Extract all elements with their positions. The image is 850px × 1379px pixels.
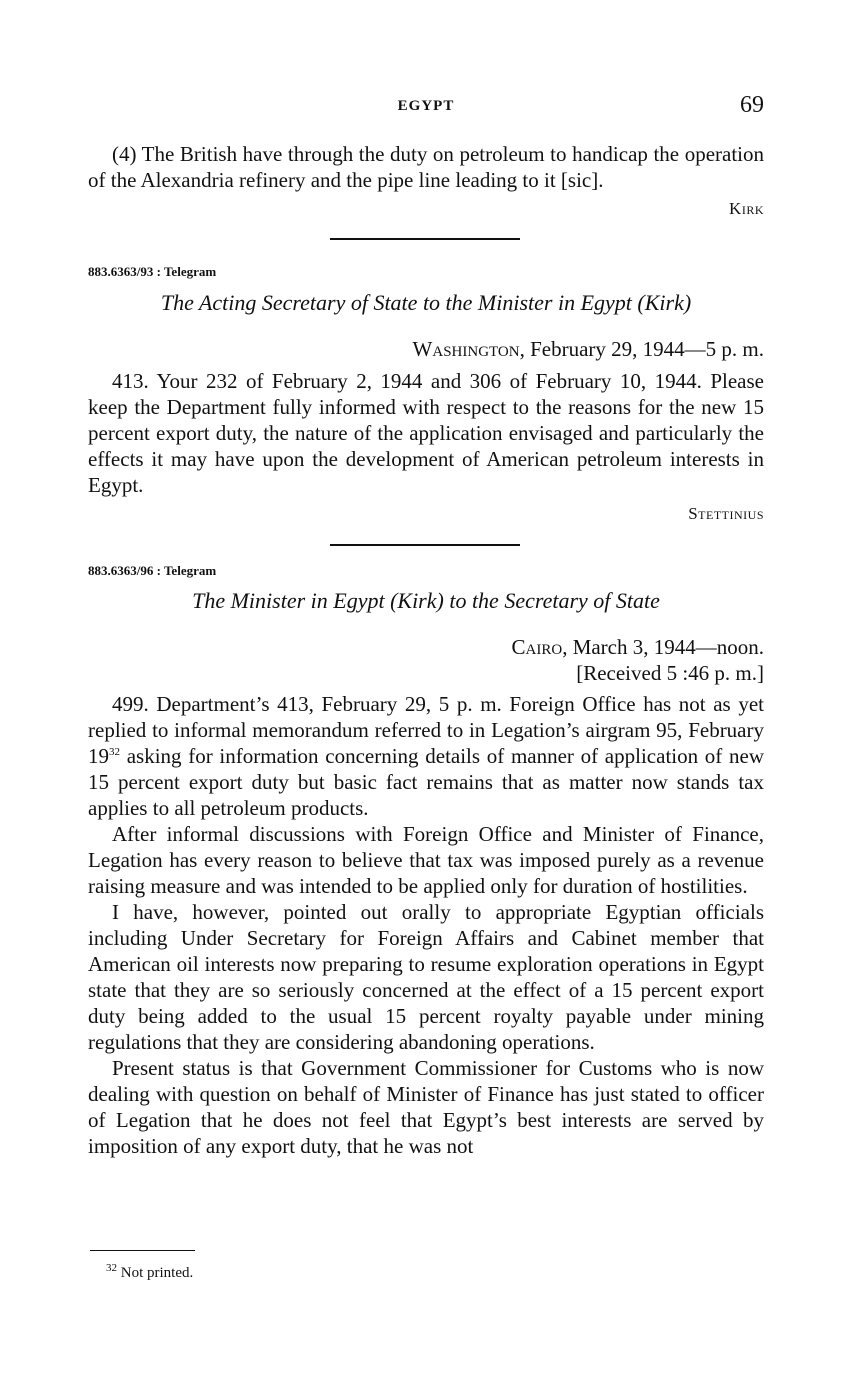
doc1-paragraph: (4) The British have through the duty on petroleum to handicap the operation of the Alexandria refinery and the pipe line leading to it [sic].: [88, 142, 764, 192]
doc3-paragraph-4: Present status is that Government Commissioner for Customs who is now dealing with question on behalf of Minister of Finance has just stated to officer of Legation that he does not feel that Egypt’s best interests are served by imposition of any export duty, that he was not: [88, 1056, 764, 1158]
page-number: 69: [740, 92, 764, 118]
footnote-number: 32: [106, 1262, 117, 1274]
doc3-heading: The Minister in Egypt (Kirk) to the Secretary of State: [192, 588, 660, 613]
doc1-signature: Kirk: [729, 199, 764, 218]
doc2-body: [88, 368, 764, 527]
doc3-p1-text: 499. Department’s 413, February 29, 5 p. m. Foreign Office has not as yet replied to informal memorandum referred to in Legation’s airgram 95, February 19: [88, 692, 764, 768]
doc3-paragraph-3: I have, however, pointed out orally to appropriate Egyptian officials including Under Secretary for Foreign Affairs and Cabinet member that American oil interests now preparing to resume exploration operations in Egypt state that they are so seriously concerned at the effect of a 15 percent export duty being added to the usual 15 percent royalty payable under mining regulations that they are considering abandoning operations.: [88, 900, 764, 1054]
section-divider: [330, 238, 520, 240]
doc3-place: Cairo: [511, 635, 563, 659]
doc3-body: [88, 691, 764, 1159]
footnote-rule: [90, 1250, 195, 1251]
doc2-signature: Stettinius: [688, 504, 764, 523]
section-divider: [330, 544, 520, 546]
footnote-text: Not printed.: [120, 1265, 194, 1281]
doc3-paragraph-2: After informal discussions with Foreign Office and Minister of Finance, Legation has every reason to believe that tax was imposed purely as a revenue raising measure and was intended to be applied only for duration of hostilities.: [88, 822, 764, 898]
running-head: [88, 92, 764, 124]
doc3-received: [Received 5 :46 p. m.]: [576, 661, 764, 685]
doc3-file-number: 883.6363/96 : Telegram: [88, 563, 217, 578]
doc3-date: , March 3, 1944—noon.: [562, 635, 764, 659]
footnote: [106, 1262, 194, 1282]
doc3-dateline: [512, 634, 764, 660]
doc2-dateline: [413, 336, 764, 362]
running-head-title: EGYPT: [397, 98, 455, 114]
doc2-date: , February 29, 1944—5 p. m.: [519, 337, 764, 361]
doc1-body: [88, 141, 764, 222]
doc3-paragraph-1: [88, 691, 764, 821]
doc3-p1-text-cont: asking for information concerning details of manner of application of new 15 percent export duty but basic fact remains that as matter now stands tax applies to all petroleum products.: [88, 744, 764, 820]
doc2-place: Washington: [412, 337, 520, 361]
footnote-reference: 32: [109, 746, 120, 758]
doc2-paragraph: 413. Your 232 of February 2, 1944 and 306 of February 10, 1944. Please keep the Department fully informed with respect to the reasons for the new 15 percent export duty, the nature of the application envisaged and particularly the effects it may have upon the development of American petroleum interests in Egypt.: [88, 369, 764, 497]
doc2-file-number: 883.6363/93 : Telegram: [88, 264, 217, 279]
doc2-heading: The Acting Secretary of State to the Minister in Egypt (Kirk): [160, 290, 692, 315]
